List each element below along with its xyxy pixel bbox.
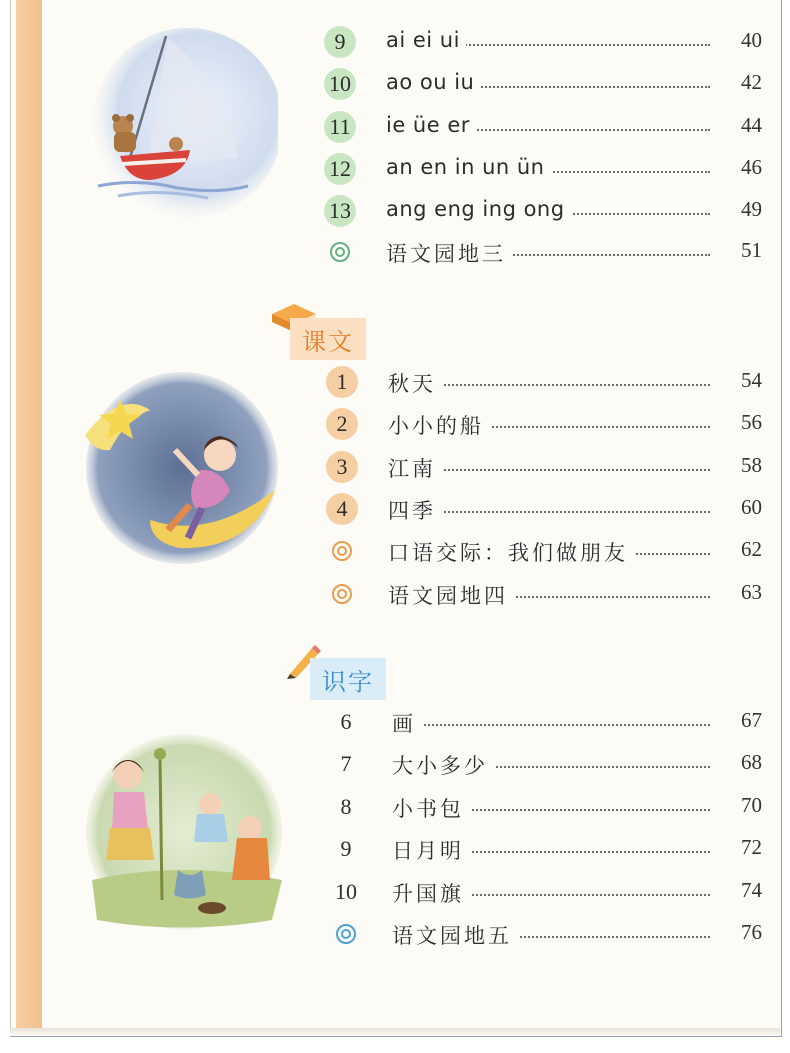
page-number: 70 — [741, 793, 762, 817]
double-circle-icon — [332, 541, 352, 561]
toc-row[interactable] — [326, 366, 762, 400]
toc-row[interactable] — [330, 876, 762, 910]
lesson-title: 秋天 — [388, 368, 442, 398]
girl-on-moon-illustration — [80, 370, 280, 570]
page-number: 58 — [741, 453, 762, 477]
toc-row[interactable] — [330, 706, 762, 740]
double-circle-icon — [330, 242, 350, 262]
lesson-number: 13 — [324, 195, 356, 227]
leader-dots — [392, 724, 710, 726]
toc-row[interactable] — [330, 833, 762, 867]
section-heading-kewen — [290, 318, 366, 360]
page-number: 62 — [741, 537, 762, 561]
lesson-title: 语文园地四 — [388, 580, 514, 610]
page-number: 60 — [741, 495, 762, 519]
page-number: 76 — [741, 920, 762, 944]
lesson-title: 小小的船 — [388, 410, 490, 440]
double-circle-icon — [336, 924, 356, 944]
page-number: 51 — [741, 238, 762, 262]
section-title: 课文 — [302, 327, 354, 356]
toc-row[interactable] — [330, 791, 762, 825]
lesson-number: 10 — [324, 68, 356, 100]
page-number: 63 — [741, 580, 762, 604]
toc-row[interactable] — [326, 408, 762, 442]
toc-row[interactable] — [324, 153, 762, 187]
toc-row[interactable] — [326, 493, 762, 527]
lesson-number: 11 — [324, 111, 356, 143]
lesson-number: 3 — [326, 451, 358, 483]
lesson-title: an en in un ün — [386, 155, 551, 179]
toc-row[interactable] — [330, 748, 762, 782]
lesson-number: 9 — [324, 26, 356, 58]
page-number: 49 — [741, 197, 762, 221]
toc-row[interactable] — [330, 918, 762, 952]
lesson-number: 9 — [340, 836, 352, 861]
lesson-number: 7 — [340, 751, 352, 776]
page-number: 74 — [741, 878, 762, 902]
lesson-number: 8 — [340, 794, 352, 819]
lesson-title: 四季 — [388, 495, 442, 525]
page-number: 68 — [741, 750, 762, 774]
children-planting-illustration — [82, 730, 287, 935]
toc-row[interactable] — [324, 111, 762, 145]
section-title: 识字 — [322, 667, 374, 696]
page-number: 40 — [741, 28, 762, 52]
lesson-number: 12 — [324, 153, 356, 185]
lesson-title: ai ei ui — [386, 28, 466, 52]
lesson-number: 2 — [326, 408, 358, 440]
double-circle-icon — [332, 584, 352, 604]
lesson-title: 语文园地五 — [392, 920, 518, 950]
sailing-bear-illustration — [78, 28, 278, 228]
lesson-title: ang eng ing ong — [386, 197, 571, 221]
lesson-title: 画 — [392, 708, 422, 738]
lesson-title: 日月明 — [392, 835, 470, 865]
toc-row[interactable] — [324, 236, 762, 270]
toc-row[interactable] — [326, 535, 762, 569]
toc-row[interactable] — [324, 195, 762, 229]
lesson-title: ie üe er — [386, 113, 476, 137]
page-number: 67 — [741, 708, 762, 732]
lesson-number: 4 — [326, 493, 358, 525]
lesson-number: 10 — [335, 879, 357, 904]
page-number: 56 — [741, 410, 762, 434]
lesson-number: 6 — [340, 709, 352, 734]
page-spine — [16, 0, 42, 1028]
toc-row[interactable] — [326, 578, 762, 612]
page-number: 72 — [741, 835, 762, 859]
lesson-number: 1 — [326, 366, 358, 398]
toc-row[interactable] — [326, 451, 762, 485]
lesson-title: ao ou iu — [386, 70, 480, 94]
lesson-title: 小书包 — [392, 793, 470, 823]
lesson-title: 语文园地三 — [386, 238, 512, 268]
toc-row[interactable] — [324, 26, 762, 60]
page-number: 44 — [741, 113, 762, 137]
lesson-title: 口语交际：我们做朋友 — [388, 537, 634, 567]
page-number: 46 — [741, 155, 762, 179]
page-number: 54 — [741, 368, 762, 392]
lesson-title: 升国旗 — [392, 878, 470, 908]
toc-row[interactable] — [324, 68, 762, 102]
page-edge — [10, 1028, 780, 1036]
section-heading-shizi — [310, 658, 386, 700]
lesson-title: 江南 — [388, 453, 442, 483]
page-number: 42 — [741, 70, 762, 94]
lesson-title: 大小多少 — [392, 750, 494, 780]
